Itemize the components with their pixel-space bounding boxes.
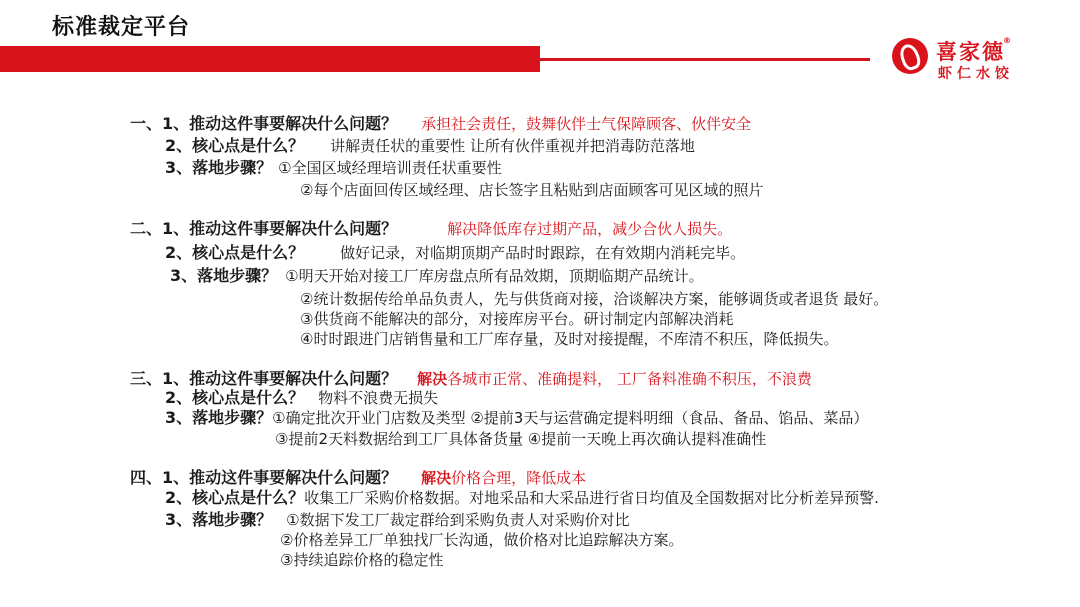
section-1-question-3 <box>165 159 502 177</box>
question-label: 3、落地步骤？ <box>165 510 273 529</box>
step-item: ①全国区域经理培训责任状重要性 <box>278 159 502 177</box>
brand-tm: ® <box>1003 36 1013 45</box>
question-label: 2、核心点是什么？ <box>165 388 305 407</box>
shrimp-icon <box>892 38 928 74</box>
answer-text: 物料不浪费无损失 <box>318 389 439 407</box>
brand-name <box>936 36 1013 66</box>
answer-text: 各城市正常、准确提料， 工厂备料准确不积压，不浪费 <box>447 370 812 388</box>
step-item: ③持续追踪价格的稳定性 <box>280 551 444 569</box>
answer-text: 价格合理，降低成本 <box>451 469 587 487</box>
header-red-line <box>540 58 870 61</box>
question-label: 二、1、推动这件事要解决什么问题？ <box>130 219 398 238</box>
answer-text: 做好记录，对临期顶期产品时时跟踪，在有效期内消耗完毕。 <box>340 244 746 262</box>
brand-subtitle: 虾仁水饺 <box>938 66 1014 82</box>
step-item: ③提前2天料数据给到工厂具体备货量 ④提前一天晚上再次确认提料准确性 <box>275 430 767 448</box>
answer-text: 解决降低库存过期产品，减少合伙人损失。 <box>447 220 733 238</box>
section-2-question-2 <box>165 244 745 262</box>
question-label: 2、核心点是什么？ <box>165 136 305 155</box>
step-item: ①确定批次开业门店数及类型 ②提前3天与运营确定提料明细（食品、备品、馅品、菜品） <box>272 409 869 427</box>
answer-keyword: 解决 <box>417 370 448 388</box>
step-item: ①明天开始对接工厂库房盘点所有品效期，顶期临期产品统计。 <box>285 267 704 285</box>
page-title: 标准裁定平台 <box>52 15 191 40</box>
question-label: 一、1、推动这件事要解决什么问题？ <box>130 114 398 133</box>
section-1-question-1 <box>130 115 751 133</box>
section-2-question-1 <box>130 220 732 238</box>
section-2-question-3 <box>170 267 704 285</box>
step-item: ④时时跟进门店销售量和工厂库存量，及时对接提醒，不库清不积压，降低损失。 <box>300 330 839 348</box>
section-4-question-1 <box>130 469 586 487</box>
brand-logo <box>888 36 1058 82</box>
question-label: 3、落地步骤？ <box>165 408 273 427</box>
step-item: ①数据下发工厂裁定群给到采购负责人对采购价对比 <box>286 511 630 529</box>
step-item: ②每个店面回传区域经理、店长签字且粘贴到店面顾客可见区域的照片 <box>300 181 764 199</box>
section-1-question-2 <box>165 137 695 155</box>
section-4-question-2 <box>165 489 879 507</box>
answer-keyword: 解决 <box>421 469 452 487</box>
section-3-question-2 <box>165 389 438 407</box>
question-label: 四、1、推动这件事要解决什么问题？ <box>130 468 398 487</box>
question-label: 3、落地步骤？ <box>165 158 273 177</box>
header-red-band <box>0 46 540 72</box>
answer-text: 收集工厂采购价格数据。对地采品和大采品进行省日均值及全国数据对比分析差异预警. <box>304 489 879 507</box>
question-label: 2、核心点是什么？ <box>165 243 305 262</box>
answer-text: 承担社会责任，鼓舞伙伴士气保障顾客、伙伴安全 <box>421 115 752 133</box>
question-label: 2、核心点是什么？ <box>165 488 305 507</box>
section-3-question-3 <box>165 409 868 427</box>
question-label: 3、落地步骤？ <box>170 266 278 285</box>
brand-name-text: 喜家德 <box>936 40 1005 64</box>
step-item: ③供货商不能解决的部分，对接库房平台。研讨制定内部解决消耗 <box>300 310 734 328</box>
step-item: ②价格差异工厂单独找厂长沟通，做价格对比追踪解决方案。 <box>280 531 684 549</box>
section-4-question-3 <box>165 511 630 529</box>
section-3-question-1 <box>130 370 812 388</box>
question-label: 三、1、推动这件事要解决什么问题？ <box>130 369 398 388</box>
step-item: ②统计数据传给单品负责人，先与供货商对接，洽谈解决方案，能够调货或者退货 最好。 <box>300 290 889 308</box>
answer-text: 讲解责任状的重要性 让所有伙伴重视并把消毒防范落地 <box>330 137 695 155</box>
